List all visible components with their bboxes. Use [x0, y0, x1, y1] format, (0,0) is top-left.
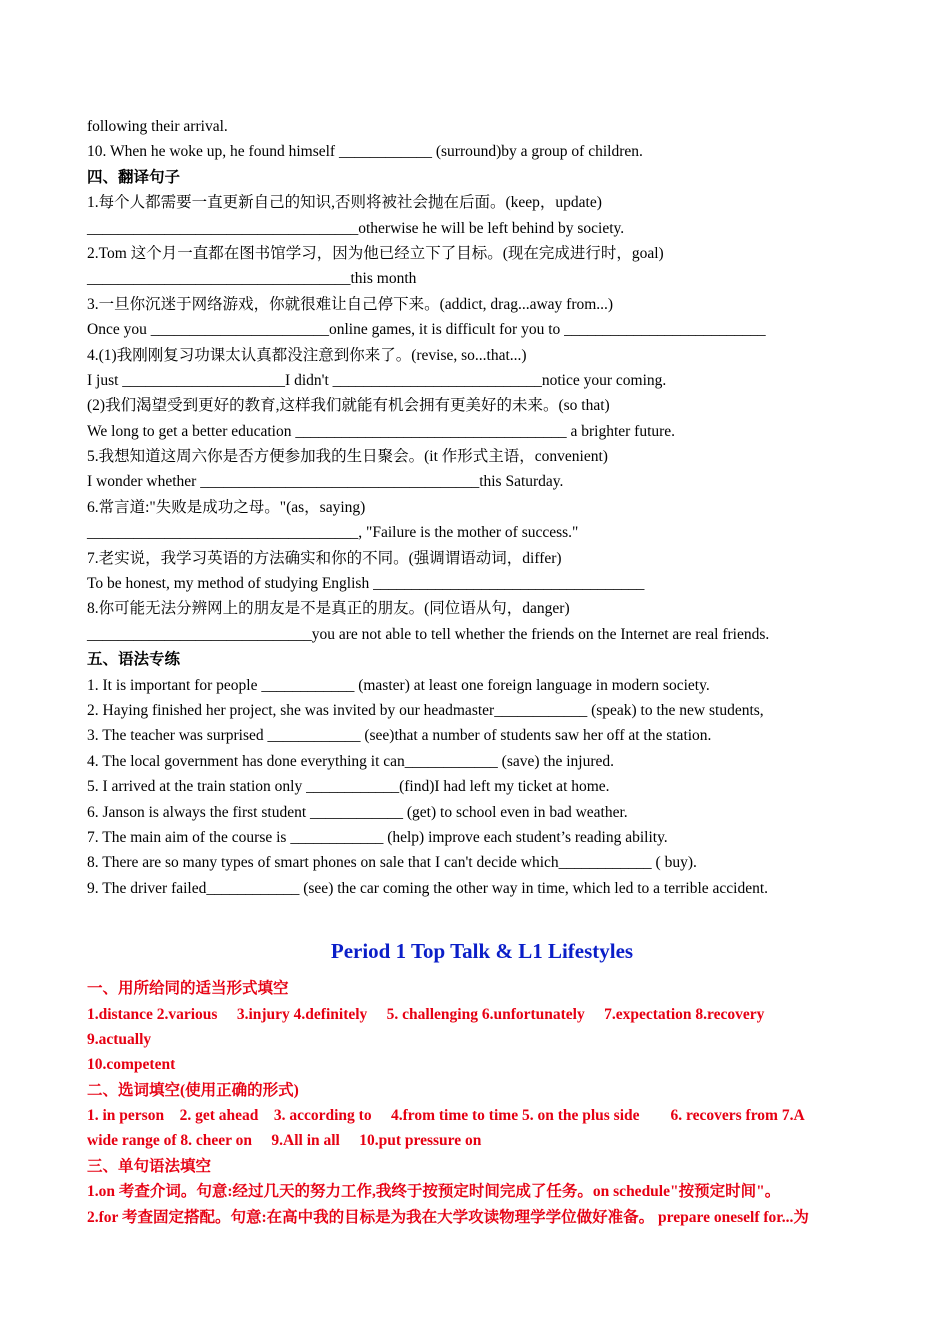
translation-7-prompt: 7.老实说，我学习英语的方法确实和你的不同。(强调谓语动词，differ) — [87, 549, 562, 567]
answer-grammar-1: 1.on 考查介词。句意:经过几天的努力工作,我终于按预定时间完成了任务。on schedule"按预定时间"。 — [87, 1183, 781, 1201]
answers-title: Period 1 Top Talk & L1 Lifestyles — [330, 939, 634, 964]
translation-3-prompt: 3.一旦你沉迷于网络游戏，你就很难让自己停下来。(addict, drag...away from...) — [87, 295, 614, 313]
answer-heading-phrases: 二、选词填空(使用正确的形式) — [87, 1081, 299, 1099]
answer-heading-word-forms: 一、用所给同的适当形式填空 — [87, 980, 289, 998]
translation-4-2-prompt: (2)我们渴望受到更好的教育,这样我们就能有机会拥有更美好的未来。(so that) — [87, 397, 610, 415]
answer-grammar-2: 2.for 考查固定搭配。句意:在高中我的目标是为我在大学攻读物理学学位做好准备。 prepare oneself for...为 — [87, 1208, 809, 1226]
translation-3-answer-line: Once you _______________________online games, it is difficult for you to __________________________ — [87, 321, 766, 339]
grammar-question-7: 7. The main aim of the course is ____________ (help) improve each student’s reading ability. — [87, 828, 668, 846]
translation-8-answer-line: _____________________________you are not able to tell whether the friends on the Internet are real friends. — [87, 625, 770, 643]
grammar-question-8: 8. There are so many types of smart phones on sale that I can't decide which____________ ( buy). — [87, 854, 697, 872]
translation-4-1-prompt: 4.(1)我刚刚复习功课太认真都没注意到你来了。(revise, so...that...) — [87, 346, 527, 364]
answer-word-forms-line-1: 1.distance 2.various 3.injury 4.definitely 5. challenging 6.unfortunately 7.expectation 8.recovery — [87, 1005, 765, 1023]
translation-2-answer-line: __________________________________this month — [87, 270, 417, 288]
translation-5-answer-line: I wonder whether ____________________________________this Saturday. — [87, 473, 564, 491]
answer-phrases-line-1: 1. in person 2. get ahead 3. according to 4.from time to time 5. on the plus side 6. recovers from 7.A — [87, 1107, 805, 1125]
section-heading-grammar: 五、语法专练 — [87, 651, 181, 669]
translation-1-answer-line: ___________________________________otherwise he will be left behind by society. — [87, 219, 625, 237]
answer-word-forms-line-3: 10.competent — [87, 1056, 176, 1074]
grammar-question-5: 5. I arrived at the train station only ____________(find)I had left my ticket at home. — [87, 778, 610, 796]
section-heading-translation: 四、翻译句子 — [87, 168, 181, 186]
document-page — [87, 114, 877, 1230]
translation-6-prompt: 6.常言道:"失败是成功之母。"(as，saying) — [87, 498, 366, 516]
grammar-question-1: 1. It is important for people ____________ (master) at least one foreign language in modern society. — [87, 676, 710, 694]
answer-word-forms-line-2: 9.actually — [87, 1030, 152, 1048]
grammar-question-6: 6. Janson is always the first student ____________ (get) to school even in bad weather. — [87, 803, 628, 821]
grammar-question-2: 2. Haying finished her project, she was invited by our headmaster____________ (speak) to the new students, — [87, 701, 764, 719]
grammar-question-3: 3. The teacher was surprised ____________ (see)that a number of students saw her off at the station. — [87, 727, 712, 745]
translation-8-prompt: 8.你可能无法分辨网上的朋友是不是真正的朋友。(同位语从句，danger) — [87, 600, 570, 618]
grammar-question-9: 9. The driver failed____________ (see) the car coming the other way in time, which led to a terrible accident. — [87, 879, 769, 897]
translation-4-2-answer-line: We long to get a better education ___________________________________ a brighter future. — [87, 422, 676, 440]
translation-2-prompt: 2.Tom 这个月一直都在图书馆学习，因为他已经立下了目标。(现在完成进行时，goal) — [87, 244, 664, 262]
translation-7-answer-line: To be honest, my method of studying English ___________________________________ — [87, 575, 645, 593]
grammar-question-4: 4. The local government has done everything it can____________ (save) the injured. — [87, 752, 614, 770]
answer-heading-grammar: 三、单句语法填空 — [87, 1157, 212, 1175]
translation-4-1-answer-line: I just _____________________I didn't ___________________________notice your coming. — [87, 371, 667, 389]
translation-5-prompt: 5.我想知道这周六你是否方便参加我的生日聚会。(it 作形式主语，convenient) — [87, 448, 608, 466]
translation-6-answer-line: ___________________________________, "Failure is the mother of success." — [87, 524, 579, 542]
text-line: following their arrival. — [87, 118, 228, 135]
answer-phrases-line-2: wide range of 8. cheer on 9.All in all 10.put pressure on — [87, 1132, 482, 1150]
answers-title-row — [87, 926, 877, 976]
translation-1-prompt: 1.每个人都需要一直更新自己的知识,否则将被社会抛在后面。(keep，update) — [87, 194, 602, 212]
question-10-surround: 10. When he woke up, he found himself ____________ (surround)by a group of children. — [87, 143, 643, 161]
